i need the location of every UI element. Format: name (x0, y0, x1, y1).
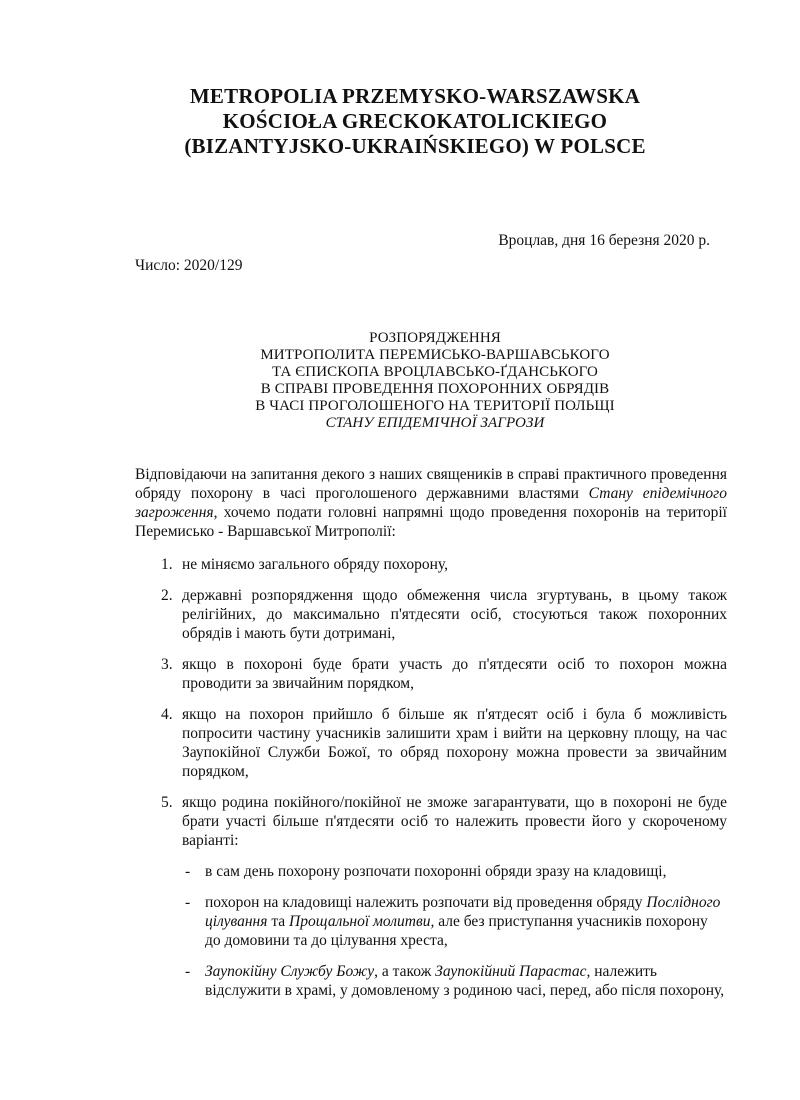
list-item-text: якщо родина покійного/покійної не зможе загарантувати, що в похороні не буде брати участі більше п'ятдесяти осіб то належить провести його у скороченому варіанті: (182, 794, 727, 849)
sub-item (135, 962, 727, 1000)
directive-list (135, 555, 727, 1012)
title-line-2: МИТРОПОЛИТА ПЕРЕМИСЬКО-ВАРШАВСЬКОГО (260, 347, 610, 363)
list-item (135, 705, 727, 781)
list-item-number: 4. (161, 706, 173, 723)
intro-text-1: Відповідаючи на запитання декого з наших священиків в справі практичного проведення обряду похорону в часі проголошеного державними властями (135, 466, 727, 502)
place-date: Вроцлав, дня 16 березня 2020 р. (498, 232, 710, 249)
sub-item-text: похорон на кладовищі належить розпочати від проведення обряду (205, 894, 647, 911)
list-item-number: 3. (161, 656, 173, 673)
title-line-1: РОЗПОРЯДЖЕННЯ (369, 330, 501, 346)
dash-bullet: - (185, 963, 191, 980)
sub-item-text: та (267, 913, 290, 930)
document-number: Число: 2020/129 (135, 257, 243, 274)
title-line-5: В ЧАСІ ПРОГОЛОШЕНОГО НА ТЕРИТОРІЇ ПОЛЬЩІ (255, 398, 615, 414)
sub-item (135, 893, 727, 950)
list-item-number: 5. (161, 794, 173, 811)
intro-italic: Стану епідемічного загроження (135, 485, 727, 521)
intro-text-2: , хочемо подати головні напрямні щодо проведення похоронів на території Перемисько - Варшавської Митрополії: (135, 504, 727, 540)
title-line-4: В СПРАВІ ПРОВЕДЕННЯ ПОХОРОННИХ ОБРЯДІВ (260, 381, 610, 397)
list-item-text: державні розпорядження щодо обмеження числа згуртувань, в цьому також релігійних, до максимально п'ятдесяти осіб, стосуються також похоронних обрядів і мають бути дотримані, (182, 587, 727, 642)
title-line-6: СТАНУ ЕПІДЕМІЧНОЇ ЗАГРОЗИ (325, 415, 545, 431)
sub-item (135, 862, 727, 881)
list-item-text: якщо в похороні буде брати участь до п'ятдесяти осіб то похорон можна проводити за звичайним порядком, (182, 656, 727, 692)
sub-item-italic: Заупокійний Парастас, (435, 963, 591, 980)
sub-item-text: належить відслужити в храмі, у домовленому з родиною часі, перед, або після похорону, (205, 963, 725, 999)
list-item (135, 655, 727, 693)
sub-item-text: , а також (374, 963, 436, 980)
list-item (135, 555, 727, 574)
list-item (135, 793, 727, 1000)
sub-item-italic: Прощальної молитви, (289, 913, 435, 930)
list-item-number: 1. (161, 556, 173, 573)
organization-header (0, 84, 800, 159)
document-title (0, 330, 800, 432)
dash-bullet: - (185, 863, 191, 880)
title-line-3: ТА ЄПИСКОПА ВРОЦЛАВСЬКО-ҐДАНСЬКОГО (272, 364, 598, 380)
list-item-number: 2. (161, 587, 173, 604)
list-item-text: якщо на похорон прийшло б більше як п'ятдесят осіб і була б можливість попросити частину учасників залишити храм і вийти на церковну площу, на час Заупокійної Служби Божої, то обряд похорону можна провести за звичайним порядком, (182, 706, 727, 780)
sub-item-italic: Заупокійну Службу Божу (205, 963, 375, 980)
list-item (135, 586, 727, 643)
sub-item-text: але без приступання учасників похорону до домовини та до цілування хреста, (205, 913, 708, 949)
list-item-text: не міняємо загального обряду похорону, (182, 556, 448, 573)
sub-item-text: в сам день похорону розпочати похоронні обряди зразу на кладовищі, (205, 863, 667, 880)
intro-paragraph (135, 465, 727, 541)
header-line-2: KOŚCIOŁA GRECKOKATOLICKIEGO (222, 109, 608, 133)
dash-bullet: - (185, 894, 191, 911)
sub-item-italic: Послідного цілування (205, 894, 721, 930)
header-line-1: METROPOLIA PRZEMYSKO-WARSZAWSKA (189, 84, 641, 108)
header-line-3: (BIZANTYJSKO-UKRAIŃSKIEGO) W POLSCE (184, 134, 646, 158)
